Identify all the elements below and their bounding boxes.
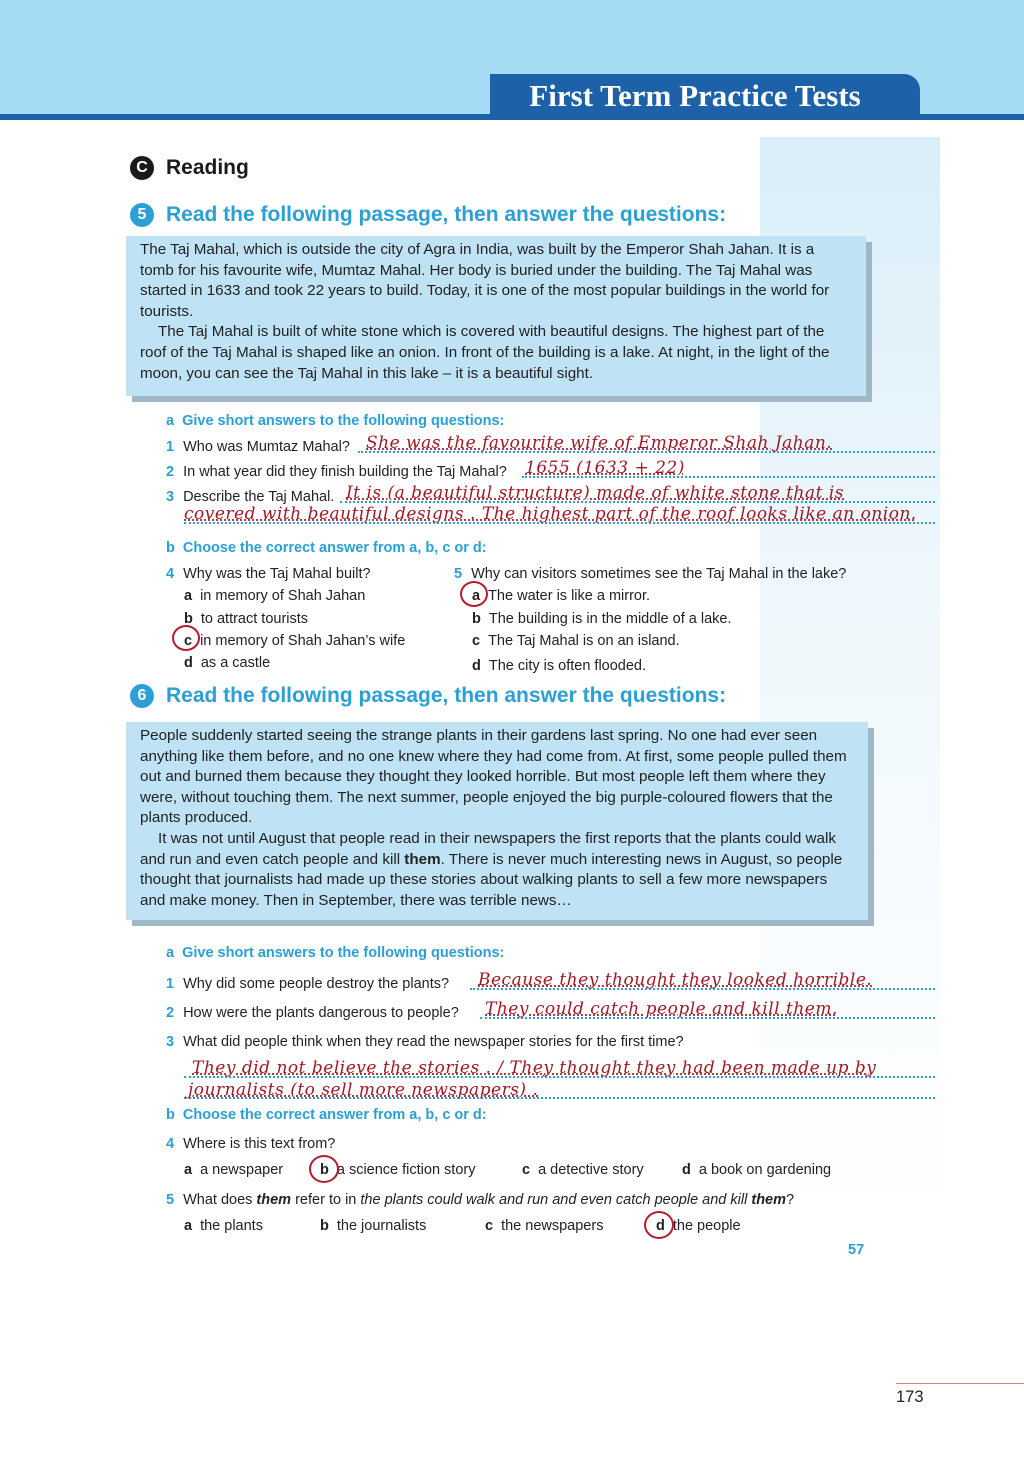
option-letter: b xyxy=(472,611,481,627)
passage-box xyxy=(126,722,868,920)
option-text: the journalists xyxy=(336,1218,427,1234)
question-number: 4 xyxy=(166,566,175,582)
option-letter: a xyxy=(184,1218,193,1234)
question-text: refer to in xyxy=(291,1192,361,1208)
footer-rule xyxy=(896,1383,1024,1384)
question xyxy=(166,464,507,480)
question-text: Why was the Taj Mahal built? xyxy=(183,566,371,582)
answer-option[interactable] xyxy=(472,588,650,604)
selected-answer-circle xyxy=(644,1211,674,1239)
handwritten-answer: They could catch people and kill them. xyxy=(485,999,838,1019)
question-bold-word: them xyxy=(751,1192,787,1208)
option-letter: d xyxy=(472,658,481,674)
handwritten-answer: journalists (to sell more newspapers) . xyxy=(188,1080,539,1100)
question xyxy=(166,1005,459,1021)
option-text: the plants xyxy=(200,1218,263,1234)
part-text: Choose the correct answer from a, b, c or d: xyxy=(182,1107,487,1123)
exercise-number-badge: 5 xyxy=(130,203,154,227)
passage-text: . There is never much interesting news in August, so people thought that journalists had made up these stories about walking plants to sell a few more newspapers and make money. Then in September, there was terrible news… xyxy=(140,850,843,909)
exercise-instruction: Read the following passage, then answer the questions: xyxy=(166,684,727,707)
passage-paragraph: People suddenly started seeing the strange plants in their gardens last spring. No one had ever seen anything like them before, and no one knew where they had come from. At first, some people pulled them out and burned them because they thought they looked horrible. But most people left them where they were, without touching them. The next summer, people enjoyed the big purple-coloured flowers that the plants produced. xyxy=(140,727,847,827)
option-text: in memory of Shah Jahan’s wife xyxy=(200,633,406,649)
question-text: Why did some people destroy the plants? xyxy=(183,976,450,992)
selected-answer-circle xyxy=(172,625,200,651)
question-number: 5 xyxy=(454,566,463,582)
selected-answer-circle xyxy=(460,581,488,607)
answer-option[interactable] xyxy=(184,588,365,604)
answer-option[interactable] xyxy=(184,611,308,627)
question-text: What did people think when they read the newspaper stories for the first time? xyxy=(183,1034,684,1050)
option-text: as a castle xyxy=(200,655,271,671)
question xyxy=(454,566,846,582)
part-text: Choose the correct answer from a, b, c or d: xyxy=(182,540,487,556)
option-text: The Taj Mahal is on an island. xyxy=(488,633,680,649)
handwritten-answer: They did not believe the stories . / They thought they had been made up by xyxy=(192,1058,877,1078)
option-letter: a xyxy=(472,588,481,604)
selected-answer-circle xyxy=(309,1155,339,1183)
passage-text: It was not until August that people read in their newspapers the first reports that the plants could walk and run and even catch people and kill xyxy=(140,829,836,868)
question-text: Describe the Taj Mahal. xyxy=(183,489,335,505)
question-bold-word: them xyxy=(256,1192,292,1208)
option-text: The city is often flooded. xyxy=(488,658,647,674)
question-text: ? xyxy=(786,1192,795,1208)
part-a-heading xyxy=(166,413,504,429)
question-text: Who was Mumtaz Mahal? xyxy=(183,439,350,455)
passage-bold-word: them xyxy=(404,850,441,868)
passage-box xyxy=(126,236,866,396)
exercise-5-heading xyxy=(130,203,726,227)
question-number: 1 xyxy=(166,976,175,992)
answer-option[interactable] xyxy=(472,658,646,674)
question-number: 2 xyxy=(166,1005,175,1021)
part-a-heading xyxy=(166,945,504,961)
question-quote: the plants could walk and run and even catch people and kill xyxy=(360,1192,752,1208)
option-text: a science fiction story xyxy=(336,1162,476,1178)
question-number: 4 xyxy=(166,1136,175,1152)
answer-option[interactable] xyxy=(184,1162,283,1178)
question xyxy=(166,566,371,582)
section-heading xyxy=(130,156,249,180)
question-text: How were the plants dangerous to people? xyxy=(183,1005,459,1021)
part-text: Give short answers to the following questions: xyxy=(182,945,505,961)
option-letter: a xyxy=(184,588,193,604)
question-number: 3 xyxy=(166,1034,175,1050)
question xyxy=(166,1136,335,1152)
exercise-6-heading xyxy=(130,684,726,708)
answer-option[interactable] xyxy=(184,655,270,671)
option-letter: c xyxy=(184,633,193,649)
option-letter: c xyxy=(472,633,481,649)
option-text: a newspaper xyxy=(200,1162,284,1178)
answer-option[interactable] xyxy=(184,633,405,649)
handwritten-answer: She was the favourite wife of Emperor Shah Jahan. xyxy=(366,433,833,453)
option-letter: d xyxy=(682,1162,691,1178)
option-letter: c xyxy=(485,1218,494,1234)
question xyxy=(166,489,334,505)
passage-paragraph xyxy=(140,829,854,911)
answer-option[interactable] xyxy=(522,1162,644,1178)
part-letter: b xyxy=(166,540,175,556)
option-letter: b xyxy=(320,1162,329,1178)
answer-option[interactable] xyxy=(184,1218,263,1234)
option-letter: b xyxy=(320,1218,329,1234)
option-text: to attract tourists xyxy=(200,611,309,627)
option-text: the newspapers xyxy=(501,1218,604,1234)
part-letter: b xyxy=(166,1107,175,1123)
answer-option[interactable] xyxy=(472,611,731,627)
option-text: The water is like a mirror. xyxy=(488,588,651,604)
section-letter-badge: C xyxy=(130,156,154,180)
part-letter: a xyxy=(166,945,175,961)
question xyxy=(166,976,449,992)
handwritten-answer: Because they thought they looked horrible. xyxy=(478,970,873,990)
page-number: 173 xyxy=(896,1388,924,1406)
answer-option[interactable] xyxy=(320,1218,426,1234)
book-page-number: 57 xyxy=(848,1242,865,1258)
exercise-instruction: Read the following passage, then answer the questions: xyxy=(166,203,727,226)
part-text: Give short answers to the following questions: xyxy=(182,413,505,429)
option-letter: a xyxy=(184,1162,193,1178)
part-b-heading xyxy=(166,1107,487,1123)
question-text: In what year did they finish building the Taj Mahal? xyxy=(183,464,507,480)
answer-option[interactable] xyxy=(320,1162,475,1178)
question-text: Where is this text from? xyxy=(183,1136,336,1152)
option-text: The building is in the middle of a lake. xyxy=(488,611,732,627)
option-text: a book on gardening xyxy=(698,1162,832,1178)
handwritten-answer: covered with beautiful designs . The highest part of the roof looks like an onion. xyxy=(184,504,917,524)
handwritten-answer: 1655 (1633 + 22) xyxy=(525,458,685,478)
option-text: the people xyxy=(672,1218,741,1234)
answer-option[interactable] xyxy=(485,1218,603,1234)
question-number: 5 xyxy=(166,1192,175,1208)
question-number: 3 xyxy=(166,489,175,505)
option-letter: c xyxy=(522,1162,531,1178)
question xyxy=(166,1034,684,1050)
exercise-number-badge: 6 xyxy=(130,684,154,708)
question-number: 1 xyxy=(166,439,175,455)
header-tab xyxy=(490,74,920,120)
answer-option[interactable] xyxy=(472,633,680,649)
question-text: Why can visitors sometimes see the Taj Mahal in the lake? xyxy=(471,566,847,582)
option-text: a detective story xyxy=(538,1162,644,1178)
part-letter: a xyxy=(166,413,175,429)
question xyxy=(166,1192,794,1208)
option-text: in memory of Shah Jahan xyxy=(200,588,366,604)
handwritten-answer: It is (a beautiful structure) made of white stone that is xyxy=(346,483,845,503)
answer-option[interactable] xyxy=(682,1162,831,1178)
passage-paragraph: The Taj Mahal is built of white stone which is covered with beautiful designs. The highest part of the roof of the Taj Mahal is shaped like an onion. In front of the building is a lake. At night, in the light of the moon, you can see the Taj Mahal in this lake – it is a beautiful sight. xyxy=(140,323,830,382)
option-letter: b xyxy=(184,611,193,627)
option-letter: d xyxy=(656,1218,665,1234)
section-label: Reading xyxy=(166,156,249,179)
question-number: 2 xyxy=(166,464,175,480)
question xyxy=(166,439,350,455)
option-letter: d xyxy=(184,655,193,671)
page-title: First Term Practice Tests xyxy=(529,78,861,113)
question-text: What does xyxy=(183,1192,257,1208)
part-b-heading xyxy=(166,540,487,556)
passage-paragraph: The Taj Mahal, which is outside the city of Agra in India, was built by the Emperor Shah Jahan. It is a tomb for his favourite wife, Mumtaz Mahal. Her body is buried under the building. The Taj Mahal was started in 1633 and took 22 years to build. Today, it is one of the most popular buildings in the world for tourists. xyxy=(140,241,830,320)
